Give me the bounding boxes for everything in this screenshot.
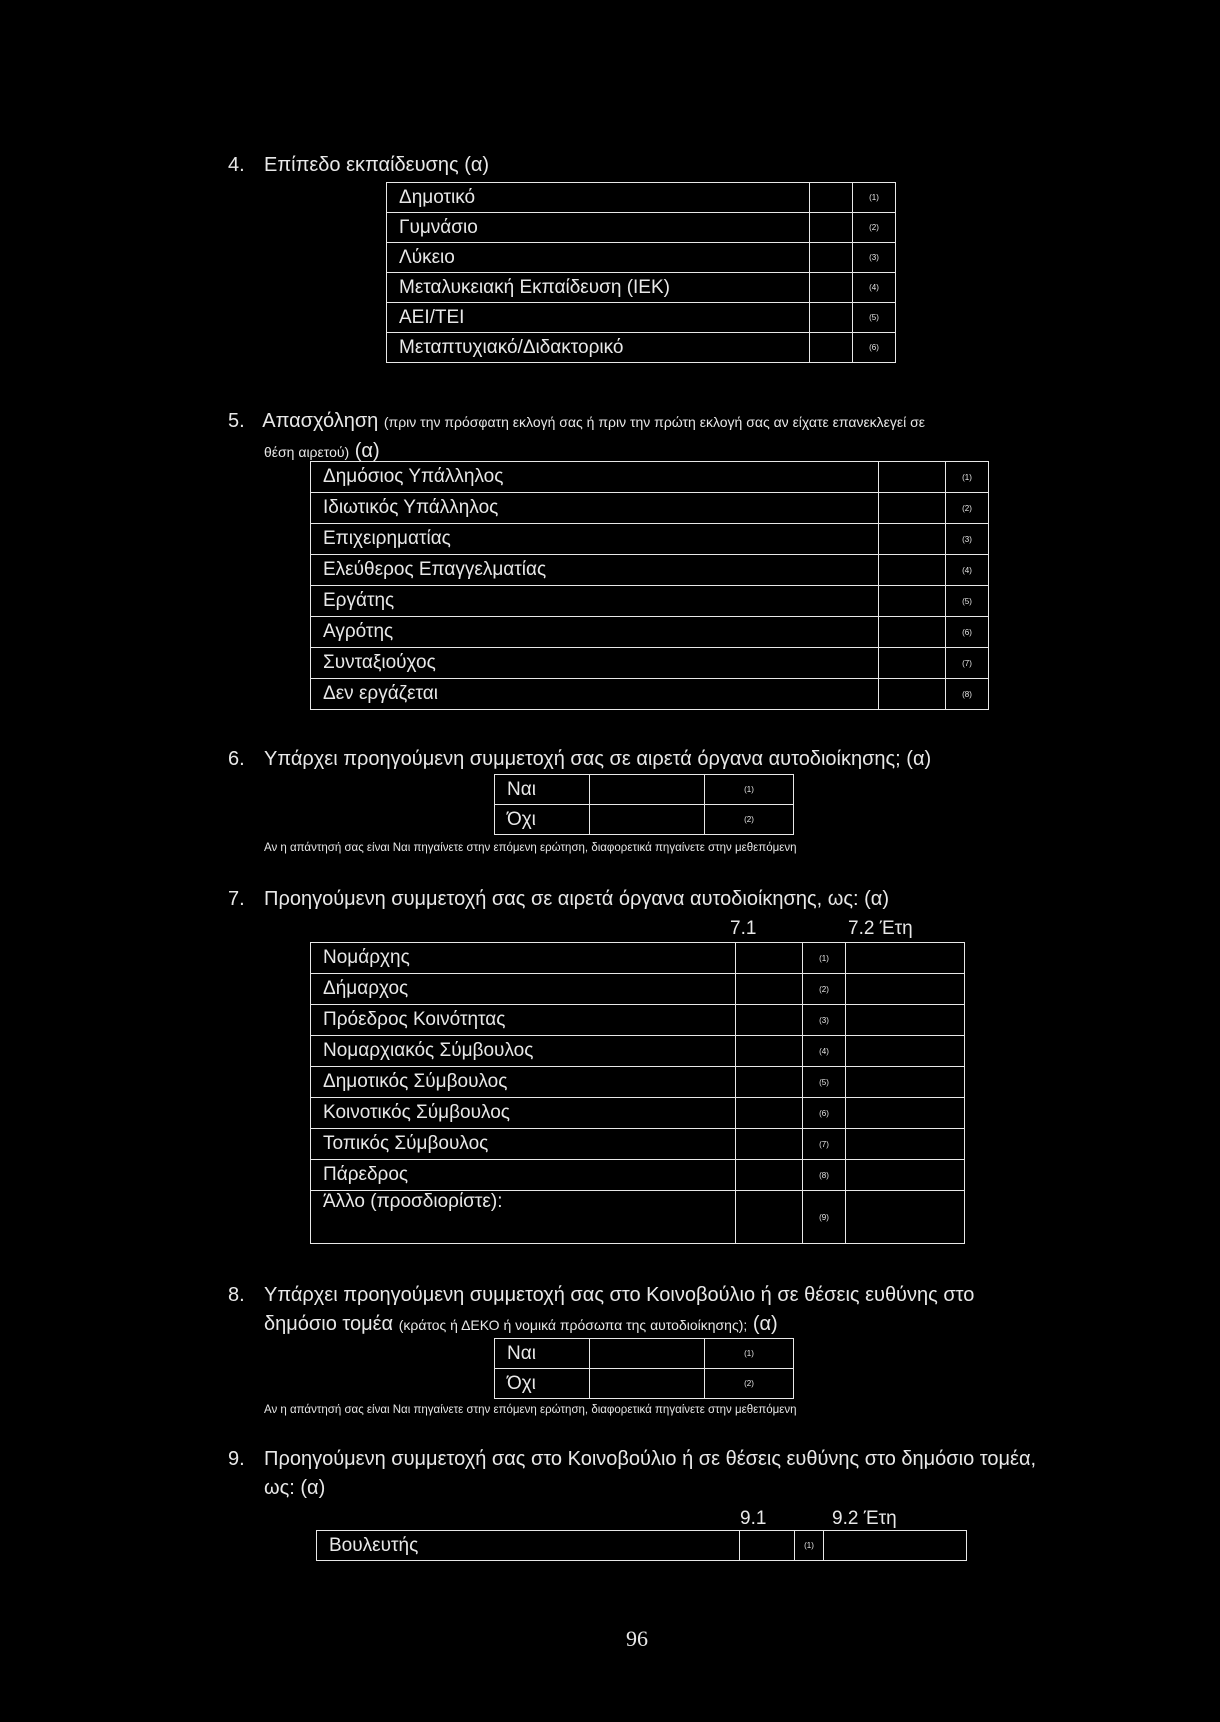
q6-table	[494, 774, 794, 835]
q7-number: 7.	[228, 888, 245, 910]
q8-alpha: (α)	[752, 1313, 778, 1335]
q5-option-label: Δημόσιος Υπάλληλος	[311, 462, 879, 493]
q9-option-label: Βουλευτής	[317, 1531, 740, 1561]
q5-option-code: (6)	[946, 617, 989, 648]
q7-option-label: Κοινοτικός Σύμβουλος	[311, 1098, 736, 1129]
q5-option-code: (7)	[946, 648, 989, 679]
q7-option-code: (1)	[803, 943, 846, 974]
q5-option-label: Ιδιωτικός Υπάλληλος	[311, 493, 879, 524]
q5-header-line2	[264, 440, 380, 463]
q9-col1-header: 9.1	[740, 1508, 767, 1529]
q8-line2b: (κράτος ή ΔΕΚΟ ή νομικά πρόσωπα της αυτοδιοίκησης);	[398, 1317, 748, 1333]
q5-row	[311, 555, 989, 586]
q6-row	[495, 775, 794, 805]
q7-answer-box[interactable]	[736, 974, 803, 1005]
q7-option-label: Πάρεδρος	[311, 1160, 736, 1191]
q8-option-code: (2)	[705, 1369, 794, 1399]
q7-row	[311, 1067, 965, 1098]
q7-option-label: Τοπικός Σύμβουλος	[311, 1129, 736, 1160]
q4-number: 4.	[228, 154, 245, 176]
q7-option-label: Πρόεδρος Κοινότητας	[311, 1005, 736, 1036]
q7-answer-box[interactable]	[736, 943, 803, 974]
q7-option-code: (5)	[803, 1067, 846, 1098]
q7-option-label: Δημοτικός Σύμβουλος	[311, 1067, 736, 1098]
q5-option-code: (2)	[946, 493, 989, 524]
q7-row	[311, 1129, 965, 1160]
q9-table	[316, 1530, 967, 1561]
q7-years-box[interactable]	[846, 1098, 965, 1129]
q9-years-box[interactable]	[824, 1531, 967, 1561]
q9-answer-box[interactable]	[740, 1531, 795, 1561]
q7-option-code: (9)	[803, 1191, 846, 1244]
q4-row	[387, 303, 896, 333]
q9-number: 9.	[228, 1448, 245, 1470]
q5-title: Απασχόληση	[262, 410, 379, 432]
q4-option-label: Μεταλυκειακή Εκπαίδευση (ΙΕΚ)	[387, 273, 810, 303]
q7-answer-box[interactable]	[736, 1191, 803, 1244]
q5-option-code: (8)	[946, 679, 989, 710]
q7-option-code: (2)	[803, 974, 846, 1005]
q5-subtitle: (πριν την πρόσφατη εκλογή σας ή πριν την πρώτη εκλογή σας αν είχατε επανεκλεγεί σε	[383, 414, 926, 430]
q6-note: Αν η απάντησή σας είναι Ναι πηγαίνετε στην επόμενη ερώτηση, διαφορετικά πηγαίνετε στην μεθεπόμενη	[264, 842, 797, 854]
q5-row	[311, 493, 989, 524]
q5-answer-box[interactable]	[879, 493, 946, 524]
q7-row	[311, 1160, 965, 1191]
q7-answer-box[interactable]	[736, 1036, 803, 1067]
q5-alpha: (α)	[354, 440, 380, 462]
q4-answer-box[interactable]	[810, 183, 853, 213]
q7-years-box[interactable]	[846, 1036, 965, 1067]
q5-row	[311, 586, 989, 617]
q4-option-code: (5)	[853, 303, 896, 333]
q5-option-label: Δεν εργάζεται	[311, 679, 879, 710]
q5-answer-box[interactable]	[879, 617, 946, 648]
q7-row	[311, 943, 965, 974]
q5-option-code: (3)	[946, 524, 989, 555]
q9-line1: Προηγούμενη συμμετοχή σας στο Κοινοβούλιο ή σε θέσεις ευθύνης στο δημόσιο τομέα,	[264, 1448, 1037, 1470]
q6-option-code: (2)	[705, 805, 794, 835]
q8-option-code: (1)	[705, 1339, 794, 1369]
q6-option-label: Όχι	[495, 805, 590, 835]
q7-option-code: (4)	[803, 1036, 846, 1067]
q7-answer-box[interactable]	[736, 1098, 803, 1129]
q7-years-box[interactable]	[846, 1129, 965, 1160]
q4-answer-box[interactable]	[810, 333, 853, 363]
q4-row	[387, 243, 896, 273]
q9-option-code: (1)	[795, 1531, 824, 1561]
q7-option-label: Νομάρχης	[311, 943, 736, 974]
q4-answer-box[interactable]	[810, 303, 853, 333]
q6-option-code: (1)	[705, 775, 794, 805]
q6-answer-box[interactable]	[590, 805, 705, 835]
q9-row	[317, 1531, 967, 1561]
q4-option-label: ΑΕΙ/ΤΕΙ	[387, 303, 810, 333]
q4-answer-box[interactable]	[810, 243, 853, 273]
q7-years-box[interactable]	[846, 1067, 965, 1098]
q8-answer-box[interactable]	[590, 1369, 705, 1399]
q5-answer-box[interactable]	[879, 524, 946, 555]
q7-answer-box[interactable]	[736, 1005, 803, 1036]
q4-option-label: Λύκειο	[387, 243, 810, 273]
q8-note: Αν η απάντησή σας είναι Ναι πηγαίνετε στην επόμενη ερώτηση, διαφορετικά πηγαίνετε στην μεθεπόμενη	[264, 1404, 797, 1416]
q7-answer-box[interactable]	[736, 1129, 803, 1160]
page-number: 96	[626, 1626, 648, 1651]
q5-answer-box[interactable]	[879, 555, 946, 586]
q7-years-box[interactable]	[846, 1005, 965, 1036]
q5-option-label: Εργάτης	[311, 586, 879, 617]
q5-subtitle2: θέση αιρετού)	[264, 444, 350, 460]
q8-option-label: Ναι	[495, 1339, 590, 1369]
q5-row	[311, 679, 989, 710]
q4-option-label: Δημοτικό	[387, 183, 810, 213]
q5-answer-box[interactable]	[879, 648, 946, 679]
q7-years-box[interactable]	[846, 943, 965, 974]
q4-row	[387, 333, 896, 363]
q7-table	[310, 942, 965, 1244]
q7-years-box[interactable]	[846, 1160, 965, 1191]
q4-option-code: (6)	[853, 333, 896, 363]
q8-option-label: Όχι	[495, 1369, 590, 1399]
q8-table	[494, 1338, 794, 1399]
q8-row	[495, 1339, 794, 1369]
q5-header	[228, 410, 925, 433]
q8-answer-box[interactable]	[590, 1339, 705, 1369]
q5-option-label: Ελεύθερος Επαγγελματίας	[311, 555, 879, 586]
q4-answer-box[interactable]	[810, 213, 853, 243]
q7-row	[311, 1036, 965, 1067]
q5-option-label: Επιχειρηματίας	[311, 524, 879, 555]
q6-option-label: Ναι	[495, 775, 590, 805]
q7-option-code: (7)	[803, 1129, 846, 1160]
q7-answer-box[interactable]	[736, 1067, 803, 1098]
q5-answer-box[interactable]	[879, 586, 946, 617]
q8-line2a: δημόσιο τομέα	[264, 1313, 394, 1335]
q7-row	[311, 974, 965, 1005]
q4-option-code: (4)	[853, 273, 896, 303]
q5-option-label: Συνταξιούχος	[311, 648, 879, 679]
q8-row	[495, 1369, 794, 1399]
q5-row	[311, 617, 989, 648]
q5-number: 5.	[228, 410, 245, 432]
q4-title: Επίπεδο εκπαίδευσης (α)	[264, 154, 490, 176]
q4-table	[386, 182, 896, 363]
q7-years-box[interactable]	[846, 1191, 965, 1244]
q8-line2	[264, 1313, 778, 1336]
q5-option-code: (5)	[946, 586, 989, 617]
q9-col2-header: 9.2 Έτη	[832, 1508, 897, 1529]
q5-option-label: Αγρότης	[311, 617, 879, 648]
q7-col2-header: 7.2 Έτη	[848, 918, 913, 939]
q6-answer-box[interactable]	[590, 775, 705, 805]
q5-row	[311, 524, 989, 555]
q8-line1: Υπάρχει προηγούμενη συμμετοχή σας στο Κοινοβούλιο ή σε θέσεις ευθύνης στο	[264, 1284, 975, 1306]
q4-answer-box[interactable]	[810, 273, 853, 303]
q7-answer-box[interactable]	[736, 1160, 803, 1191]
q5-option-code: (1)	[946, 462, 989, 493]
q7-title: Προηγούμενη συμμετοχή σας σε αιρετά όργανα αυτοδιοίκησης, ως: (α)	[264, 888, 889, 910]
q7-option-label: Άλλο (προσδιορίστε):	[311, 1191, 736, 1244]
q6-title: Υπάρχει προηγούμενη συμμετοχή σας σε αιρετά όργανα αυτοδιοίκησης; (α)	[264, 748, 932, 770]
q7-option-code: (8)	[803, 1160, 846, 1191]
q5-answer-box[interactable]	[879, 462, 946, 493]
q5-answer-box[interactable]	[879, 679, 946, 710]
q4-option-label: Μεταπτυχιακό/Διδακτορικό	[387, 333, 810, 363]
q8-number: 8.	[228, 1284, 245, 1306]
q5-table	[310, 461, 989, 710]
q4-option-code: (3)	[853, 243, 896, 273]
q5-option-code: (4)	[946, 555, 989, 586]
q7-col1-header: 7.1	[730, 918, 757, 939]
q7-option-label: Δήμαρχος	[311, 974, 736, 1005]
q4-option-code: (1)	[853, 183, 896, 213]
q5-row	[311, 462, 989, 493]
q7-row	[311, 1191, 965, 1244]
q9-line2: ως: (α)	[264, 1477, 326, 1499]
q5-row	[311, 648, 989, 679]
q7-option-code: (6)	[803, 1098, 846, 1129]
q4-row	[387, 273, 896, 303]
q7-years-box[interactable]	[846, 974, 965, 1005]
q4-row	[387, 183, 896, 213]
q7-option-label: Νομαρχιακός Σύμβουλος	[311, 1036, 736, 1067]
q7-row	[311, 1005, 965, 1036]
q4-row	[387, 213, 896, 243]
q4-option-code: (2)	[853, 213, 896, 243]
q4-option-label: Γυμνάσιο	[387, 213, 810, 243]
q7-option-code: (3)	[803, 1005, 846, 1036]
q7-row	[311, 1098, 965, 1129]
q6-row	[495, 805, 794, 835]
q6-number: 6.	[228, 748, 245, 770]
